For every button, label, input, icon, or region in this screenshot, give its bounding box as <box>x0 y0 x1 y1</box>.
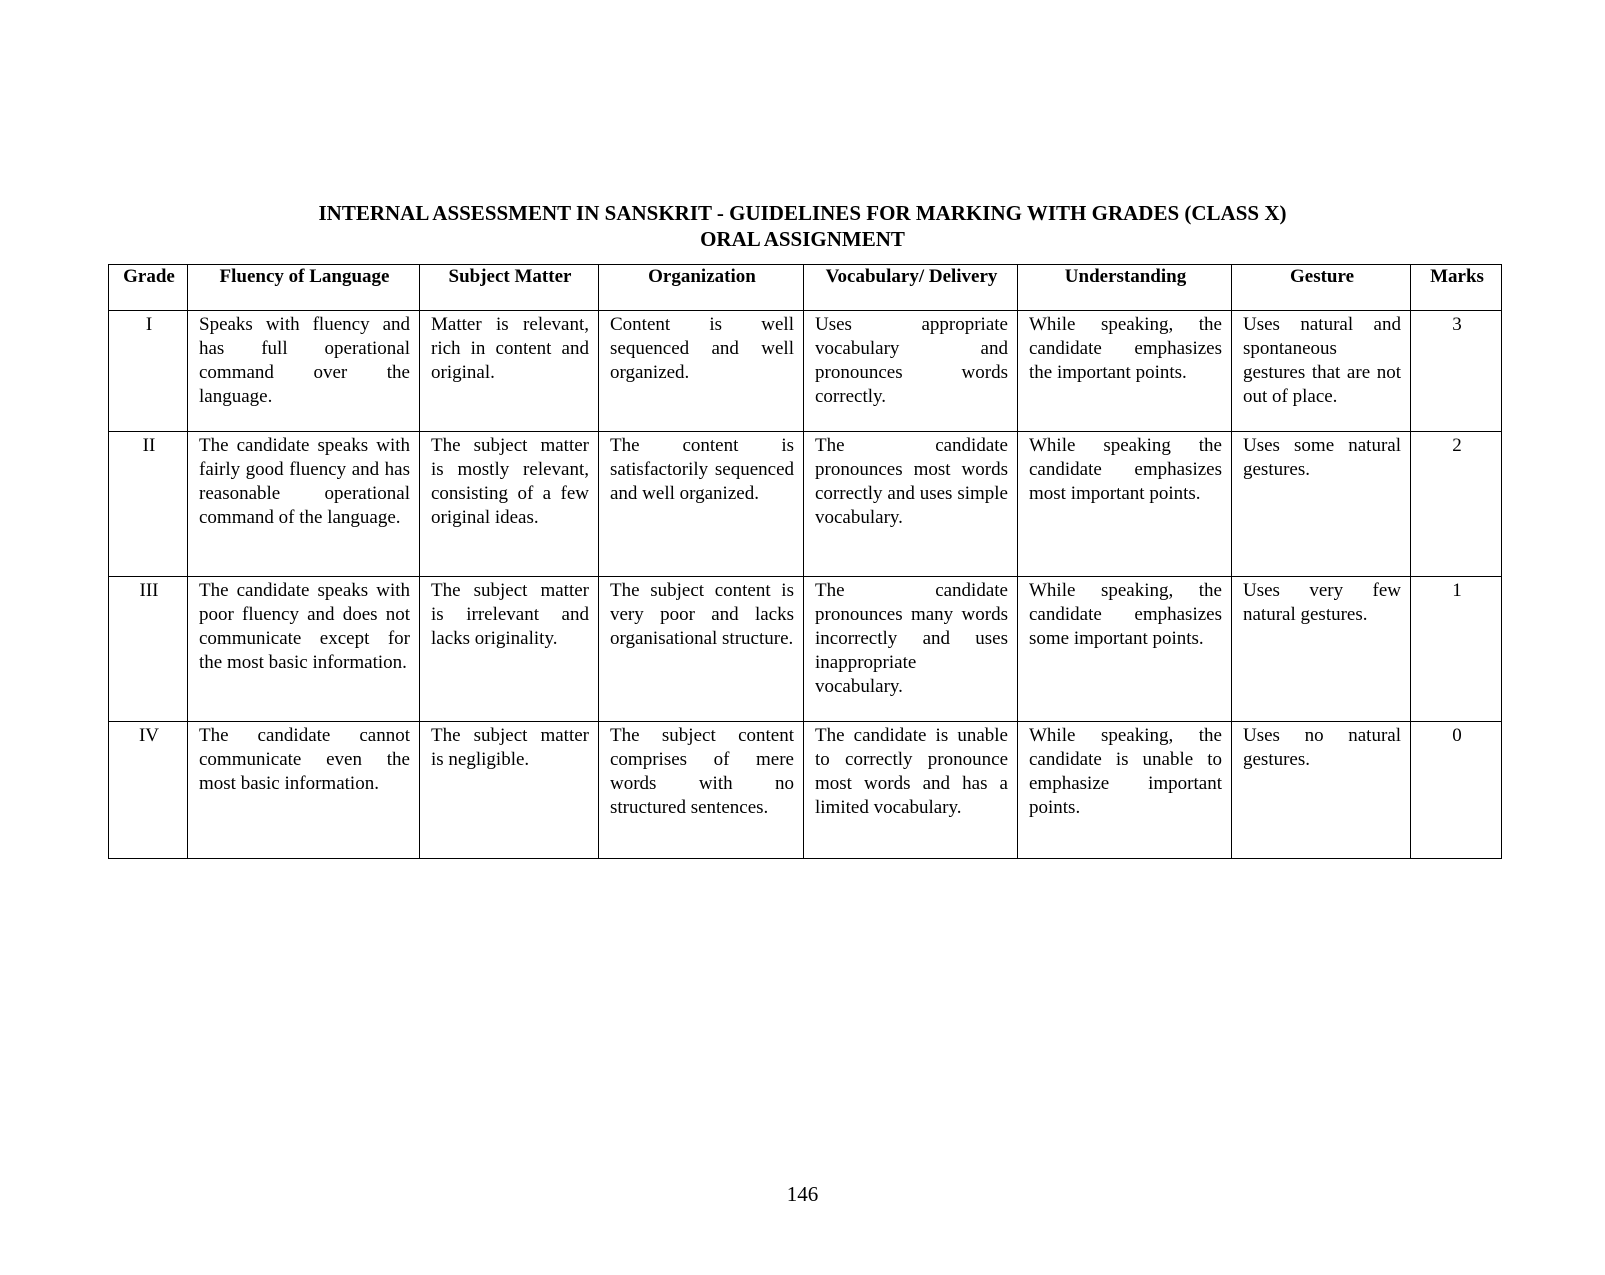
grading-rubric-table <box>108 264 1502 859</box>
cell-grade: I <box>109 311 188 432</box>
cell-understanding: While speaking, the candidate emphasizes the important points. <box>1018 311 1232 432</box>
cell-fluency: The candidate speaks with fairly good fluency and has reasonable operational command of the language. <box>188 432 420 577</box>
cell-gesture: Uses some natural gestures. <box>1232 432 1411 577</box>
cell-vocabulary: The candidate is unable to correctly pronounce most words and has a limited vocabulary. <box>804 722 1018 859</box>
header-grade: Grade <box>109 265 188 311</box>
header-fluency: Fluency of Language <box>188 265 420 311</box>
cell-marks: 2 <box>1411 432 1502 577</box>
header-vocabulary: Vocabulary/ Delivery <box>804 265 1018 311</box>
cell-fluency: The candidate speaks with poor fluency and does not communicate except for the most basic information. <box>188 577 420 722</box>
cell-subject-matter: Matter is relevant, rich in content and original. <box>420 311 599 432</box>
cell-gesture: Uses very few natural gestures. <box>1232 577 1411 722</box>
cell-vocabulary: The candidate pronounces many words incorrectly and uses inappropriate vocabulary. <box>804 577 1018 722</box>
table-row <box>109 577 1502 722</box>
cell-grade: III <box>109 577 188 722</box>
cell-marks: 0 <box>1411 722 1502 859</box>
title-line-main: INTERNAL ASSESSMENT IN SANSKRIT - GUIDELINES FOR MARKING WITH GRADES (CLASS X) <box>318 201 1287 225</box>
cell-subject-matter: The subject matter is irrelevant and lacks originality. <box>420 577 599 722</box>
cell-vocabulary: Uses appropriate vocabulary and pronounces words correctly. <box>804 311 1018 432</box>
cell-understanding: While speaking, the candidate emphasizes some important points. <box>1018 577 1232 722</box>
header-marks: Marks <box>1411 265 1502 311</box>
cell-marks: 1 <box>1411 577 1502 722</box>
cell-understanding: While speaking, the candidate is unable to emphasize important points. <box>1018 722 1232 859</box>
cell-gesture: Uses no natural gestures. <box>1232 722 1411 859</box>
table-row <box>109 432 1502 577</box>
cell-fluency: The candidate cannot communicate even the most basic information. <box>188 722 420 859</box>
table-row <box>109 311 1502 432</box>
page-number: 146 <box>786 1182 819 1206</box>
header-gesture: Gesture <box>1232 265 1411 311</box>
table-header-row <box>109 265 1502 311</box>
cell-grade: IV <box>109 722 188 859</box>
header-subject-matter: Subject Matter <box>420 265 599 311</box>
cell-vocabulary: The candidate pronounces most words correctly and uses simple vocabulary. <box>804 432 1018 577</box>
cell-fluency: Speaks with fluency and has full operational command over the language. <box>188 311 420 432</box>
cell-subject-matter: The subject matter is mostly relevant, consisting of a few original ideas. <box>420 432 599 577</box>
header-organization: Organization <box>599 265 804 311</box>
cell-organization: The subject content comprises of mere words with no structured sentences. <box>599 722 804 859</box>
cell-subject-matter: The subject matter is negligible. <box>420 722 599 859</box>
document-title <box>0 200 1605 252</box>
cell-organization: The subject content is very poor and lacks organisational structure. <box>599 577 804 722</box>
cell-understanding: While speaking the candidate emphasizes most important points. <box>1018 432 1232 577</box>
cell-marks: 3 <box>1411 311 1502 432</box>
cell-grade: II <box>109 432 188 577</box>
header-understanding: Understanding <box>1018 265 1232 311</box>
title-line-sub: ORAL ASSIGNMENT <box>700 227 905 251</box>
table-row <box>109 722 1502 859</box>
cell-organization: The content is satisfactorily sequenced and well organized. <box>599 432 804 577</box>
cell-organization: Content is well sequenced and well organized. <box>599 311 804 432</box>
cell-gesture: Uses natural and spontaneous gestures that are not out of place. <box>1232 311 1411 432</box>
